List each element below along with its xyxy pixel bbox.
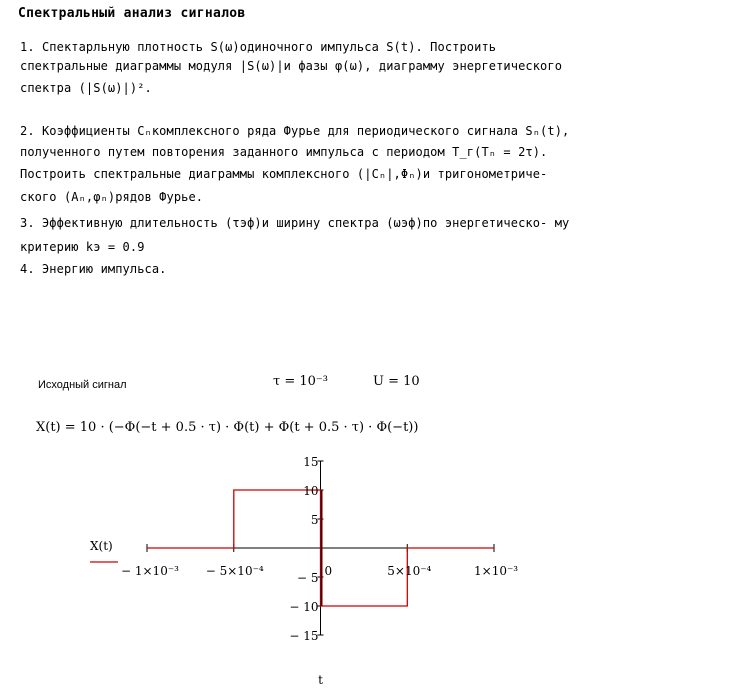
task-1-line-1: 1. Спектарльную плотность S(ω)одиночного импульса S(t). Построить (20, 40, 497, 54)
task-2-line-1: 2. Коэффициенты Cₙкомплексного ряда Фурье для периодического сигнала Sₙ(t), (20, 124, 570, 138)
x-tick-label: − 1×10⁻³ (121, 564, 179, 578)
y-tick-label: 10 (303, 484, 319, 498)
x-tick-label: − 5×10⁻⁴ (205, 564, 264, 578)
y-tick-label: − 5 (296, 571, 319, 585)
amplitude-definition: U = 10 (373, 374, 420, 389)
y-tick-label: 15 (303, 455, 319, 469)
tau-definition: τ = 10⁻³ (273, 374, 328, 389)
y-tick-label: − 10 (289, 600, 319, 614)
signal-formula: X(t) = 10 · (−Φ(−t + 0.5 · τ) · Φ(t) + Φ(t + 0.5 · τ) · Φ(−t)) (36, 420, 419, 435)
task-3-line-1: 3. Эффективную длительность (τэф)и ширину спектра (ωэф)по энергетическо- му (20, 216, 570, 230)
task-2-line-4: ского (Aₙ,φₙ)рядов Фурье. (20, 190, 204, 204)
task-2-line-3: Построить спектральные диаграммы комплексного (|Cₙ|,Φₙ)и тригонометриче- (20, 167, 548, 181)
legend-label: X(t) (90, 539, 113, 553)
y-tick-label: 5 (310, 513, 319, 527)
task-4-line-1: 4. Энергию импульса. (20, 262, 167, 276)
x-tick-label: 0 (324, 564, 333, 578)
y-tick-label: − 15 (289, 629, 319, 643)
x-tick-label: 5×10⁻⁴ (387, 564, 432, 578)
x-tick-label: 1×10⁻³ (474, 564, 519, 578)
signal-label: Исходный сигнал (38, 379, 127, 391)
task-1-line-2: спектральные диаграммы модуля |S(ω)|и фазы φ(ω), диаграмму энергетического (20, 59, 563, 73)
task-3-line-2: критерию kэ = 0.9 (20, 240, 145, 254)
x-axis-label: t (318, 673, 323, 687)
task-2-line-2: полученного путем повторения заданного импульса с периодом T_г(Tₙ = 2τ). (20, 145, 548, 159)
task-1-line-3: спектра (|S(ω)|)². (20, 81, 152, 95)
document-title: Спектральный анализ сигналов (18, 6, 246, 21)
